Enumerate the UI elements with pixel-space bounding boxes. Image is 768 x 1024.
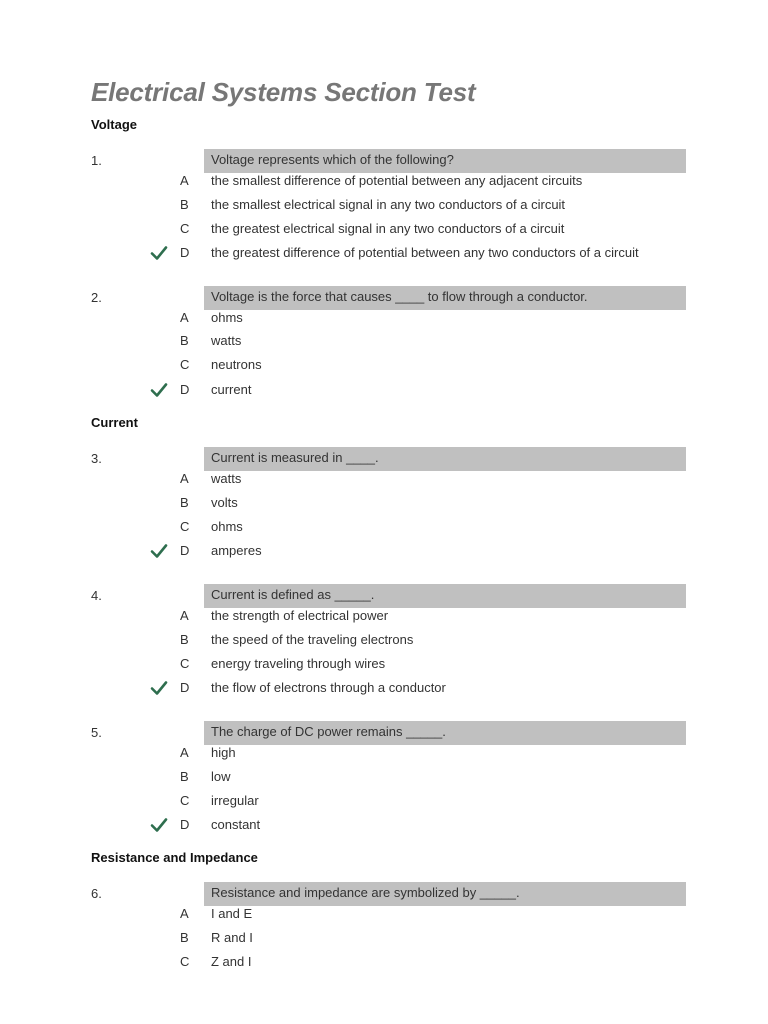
option-text: R and I xyxy=(211,930,253,945)
option-letter: D xyxy=(180,245,190,260)
option-d[interactable] xyxy=(0,813,768,837)
option-text: the flow of electrons through a conductor xyxy=(211,680,446,695)
option-letter: B xyxy=(180,769,189,784)
option-c[interactable] xyxy=(0,353,768,377)
option-letter: D xyxy=(180,382,190,397)
option-text: low xyxy=(211,769,231,784)
page-title: Electrical Systems Section Test xyxy=(91,77,476,107)
option-text: amperes xyxy=(211,543,262,558)
question-text: Resistance and impedance are symbolized by _____. xyxy=(204,882,686,906)
option-text: energy traveling through wires xyxy=(211,656,386,671)
option-text: neutrons xyxy=(211,357,262,372)
option-c[interactable] xyxy=(0,950,768,974)
option-text: the greatest difference of potential between any two conductors of a circuit xyxy=(211,245,639,260)
option-text: constant xyxy=(211,817,261,832)
question-number: 5. xyxy=(91,725,102,740)
option-letter: D xyxy=(180,817,190,832)
option-a[interactable] xyxy=(0,467,768,491)
option-a[interactable] xyxy=(0,169,768,193)
option-text: high xyxy=(211,745,236,760)
option-text: ohms xyxy=(211,519,243,534)
option-text: the greatest electrical signal in any two conductors of a circuit xyxy=(211,221,565,236)
option-letter: A xyxy=(180,608,189,623)
option-text: the smallest difference of potential between any adjacent circuits xyxy=(211,173,583,188)
option-letter: A xyxy=(180,173,189,188)
option-text: I and E xyxy=(211,906,253,921)
option-b[interactable] xyxy=(0,926,768,950)
option-b[interactable] xyxy=(0,329,768,353)
option-c[interactable] xyxy=(0,217,768,241)
question-text: Voltage is the force that causes ____ to flow through a conductor. xyxy=(204,286,686,310)
option-letter: A xyxy=(180,471,189,486)
option-d[interactable] xyxy=(0,676,768,700)
option-c[interactable] xyxy=(0,652,768,676)
section-heading-resistance: Resistance and Impedance xyxy=(91,850,258,865)
option-d[interactable] xyxy=(0,241,768,265)
option-letter: B xyxy=(180,632,189,647)
check-icon xyxy=(150,543,168,559)
section-heading-current: Current xyxy=(91,415,138,430)
option-text: Z and I xyxy=(211,954,252,969)
option-letter: B xyxy=(180,930,189,945)
question-text: Current is defined as _____. xyxy=(204,584,686,608)
option-letter: D xyxy=(180,680,190,695)
option-letter: B xyxy=(180,197,189,212)
option-text: watts xyxy=(211,333,242,348)
question-number: 2. xyxy=(91,290,102,305)
question-number: 6. xyxy=(91,886,102,901)
option-text: ohms xyxy=(211,310,243,325)
option-letter: C xyxy=(180,954,190,969)
option-d[interactable] xyxy=(0,378,768,402)
option-letter: C xyxy=(180,793,190,808)
option-letter: A xyxy=(180,906,189,921)
option-text: current xyxy=(211,382,252,397)
question-number: 1. xyxy=(91,153,102,168)
question-text: Current is measured in ____. xyxy=(204,447,686,471)
option-b[interactable] xyxy=(0,765,768,789)
question-text: The charge of DC power remains _____. xyxy=(204,721,686,745)
check-icon xyxy=(150,680,168,696)
option-letter: B xyxy=(180,333,189,348)
option-letter: C xyxy=(180,221,190,236)
option-text: the strength of electrical power xyxy=(211,608,389,623)
check-icon xyxy=(150,382,168,398)
option-b[interactable] xyxy=(0,193,768,217)
option-letter: C xyxy=(180,656,190,671)
option-d[interactable] xyxy=(0,539,768,563)
option-c[interactable] xyxy=(0,789,768,813)
question-number: 3. xyxy=(91,451,102,466)
question-text: Voltage represents which of the following? xyxy=(204,149,686,173)
option-text: the speed of the traveling electrons xyxy=(211,632,414,647)
option-letter: A xyxy=(180,310,189,325)
option-b[interactable] xyxy=(0,628,768,652)
option-letter: D xyxy=(180,543,190,558)
option-a[interactable] xyxy=(0,306,768,330)
section-heading-voltage: Voltage xyxy=(91,117,137,132)
option-a[interactable] xyxy=(0,741,768,765)
option-text: volts xyxy=(211,495,238,510)
option-text: watts xyxy=(211,471,242,486)
check-icon xyxy=(150,817,168,833)
option-letter: C xyxy=(180,357,190,372)
option-a[interactable] xyxy=(0,604,768,628)
option-letter: C xyxy=(180,519,190,534)
question-number: 4. xyxy=(91,588,102,603)
option-text: the smallest electrical signal in any two conductors of a circuit xyxy=(211,197,566,212)
option-c[interactable] xyxy=(0,515,768,539)
option-text: irregular xyxy=(211,793,259,808)
option-letter: B xyxy=(180,495,189,510)
option-letter: A xyxy=(180,745,189,760)
check-icon xyxy=(150,245,168,261)
option-a[interactable] xyxy=(0,902,768,926)
option-b[interactable] xyxy=(0,491,768,515)
